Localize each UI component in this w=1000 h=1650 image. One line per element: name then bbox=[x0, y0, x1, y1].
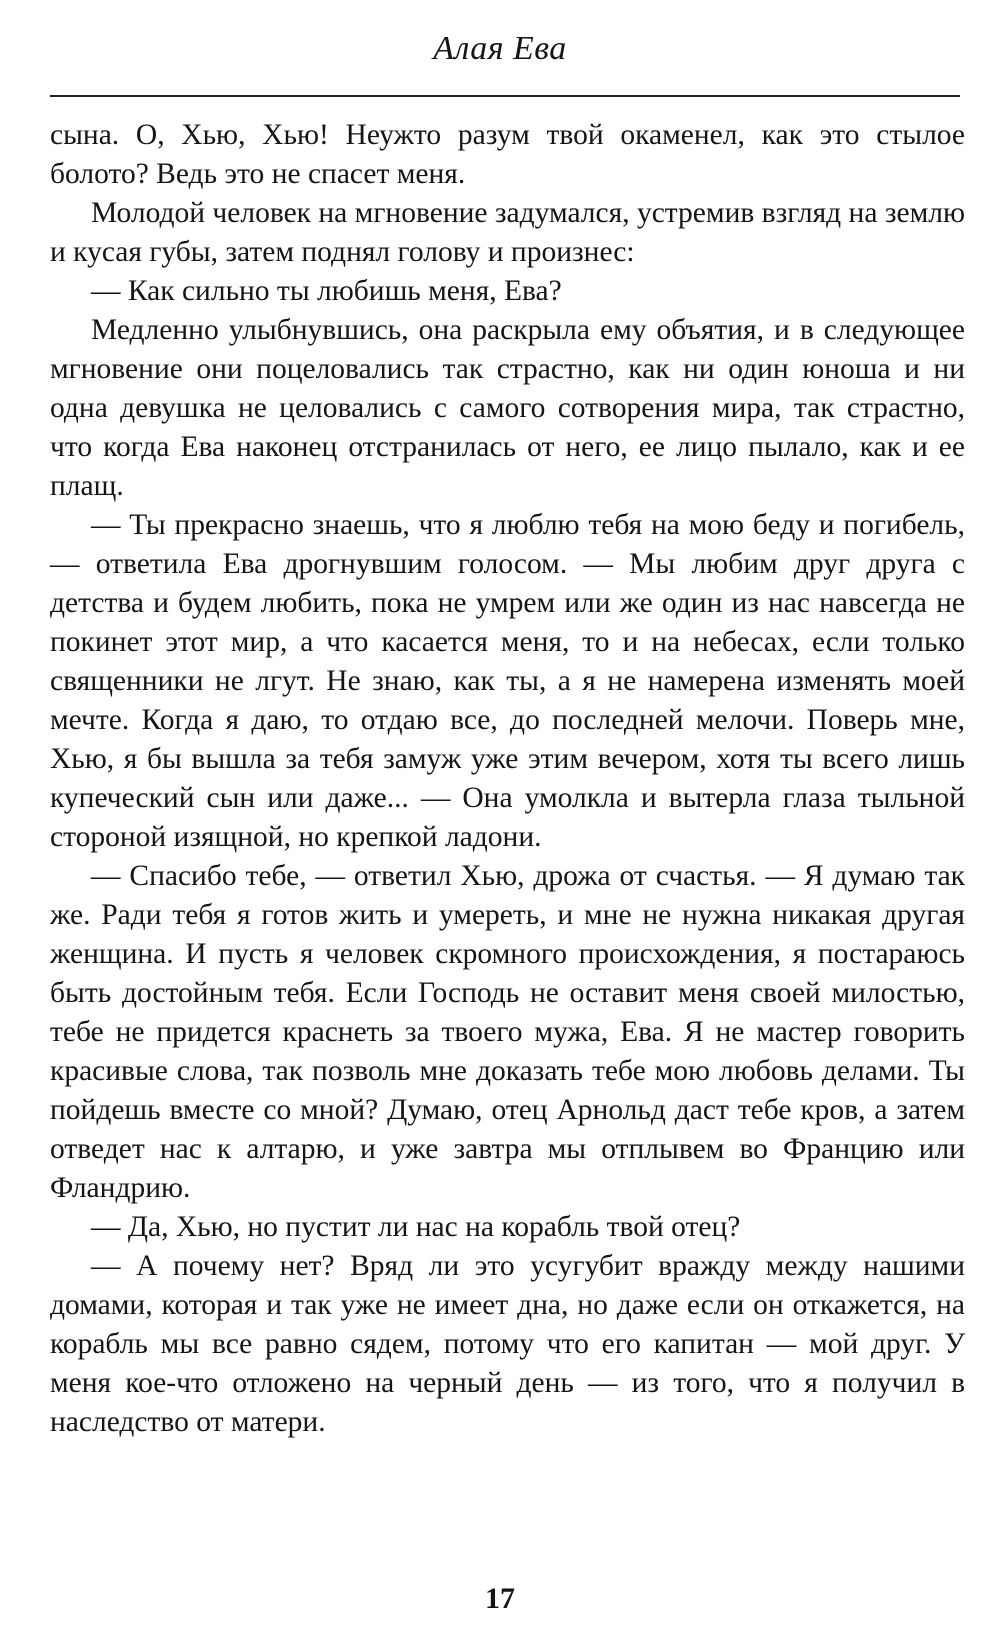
paragraph: — А почему нет? Вряд ли это усугубит вражду между нашими домами, которая и так уже не имеет дна, но даже если он откажется, на корабль мы все равно сядем, потому что его капитан — мой друг. У меня кое-что отложено на черный день — из того, что я получил в наследство от матери. bbox=[50, 1250, 965, 1438]
paragraph: — Да, Хью, но пустит ли нас на корабль твой отец? bbox=[91, 1211, 741, 1243]
paragraph: сына. О, Хью, Хью! Неужто разум твой окаменел, как это стылое болото? Ведь это не спасет меня. bbox=[50, 119, 965, 190]
paragraph: Молодой человек на мгновение задумался, устремив взгляд на землю и кусая губы, затем поднял голову и произнес: bbox=[50, 197, 965, 268]
body-text bbox=[50, 116, 965, 1442]
paragraph: — Ты прекрасно знаешь, что я люблю тебя на мою беду и погибель, — ответила Ева дрогнувшим голосом. — Мы любим друг друга с детства и будем любить, пока не умрем или же один из нас навсегда не покинет этот мир, а что касается меня, то и на небесах, если только священники не лгут. Не знаю, как ты, а я не намерена изменять моей мечте. Когда я даю, то отдаю все, до последней мелочи. Поверь мне, Хью, я бы вышла за тебя замуж уже этим вечером, хотя ты всего лишь купеческий сын или даже... — Она умолкла и вытерла глаза тыльной стороной изящной, но крепкой ладони. bbox=[50, 509, 965, 853]
paragraph: — Как сильно ты любишь меня, Ева? bbox=[91, 275, 562, 307]
running-title: Алая Ева bbox=[433, 30, 567, 67]
paragraph: Медленно улыбнувшись, она раскрыла ему объятия, и в следующее мгновение они поцеловались так страстно, как ни один юноша и ни одна девушка не целовались с самого сотворения мира, так страстно, что когда Ева наконец отстранилась от него, ее лицо пылало, как и ее плащ. bbox=[50, 314, 965, 502]
paragraph: — Спасибо тебе, — ответил Хью, дрожа от счастья. — Я думаю так же. Ради тебя я готов жить и умереть, и мне не нужна никакая другая женщина. И пусть я человек скромного происхождения, я постараюсь быть достойным тебя. Если Господь не оставит меня своей милостью, тебе не придется краснеть за твоего мужа, Ева. Я не мастер говорить красивые слова, так позволь мне доказать тебе мою любовь делами. Ты пойдешь вместе со мной? Думаю, отец Арнольд даст тебе кров, а затем отведет нас к алтарю, и уже завтра мы отплывем во Францию или Фландрию. bbox=[50, 860, 965, 1204]
header-rule bbox=[50, 95, 960, 97]
page-number: 17 bbox=[485, 1582, 515, 1615]
